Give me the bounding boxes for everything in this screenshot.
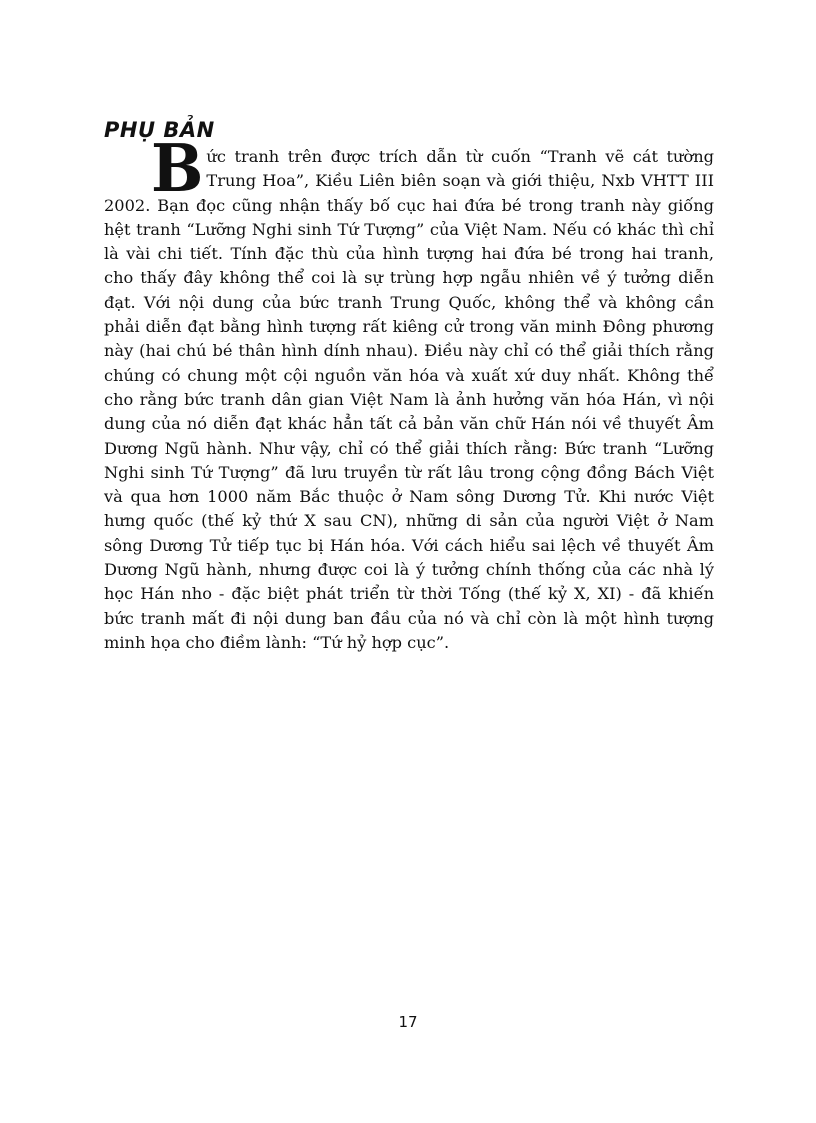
paragraph-text: ức tranh trên được trích dẫn từ cuốn “Tranh vẽ cát tường Trung Hoa”, Kiều Liên biên soạn và giới thiệu, Nxb VHTT III 2002. Bạn đọc cũng nhận thấy bố cục hai đứa bé trong tranh này giống hệt tranh “Lưỡng Nghi sinh Tứ Tượng” của Việt Nam. Nếu có khác thì chỉ là vài chi tiết. Tính đặc thù của hình tượng hai đứa bé trong hai tranh, cho thấy đây không thể coi là sự trùng hợp ngẫu nhiên về ý tưởng diễn đạt. Với nội dung của bức tranh Trung Quốc, không thể và không cần phải diễn đạt bằng hình tượng rất kiêng cử trong văn minh Đông phương này (hai chú bé thân hình dính nhau). Điều này chỉ có thể giải thích rằng chúng có chung một cội nguồn văn hóa và xuất xứ duy nhất. Không thể cho rằng bức tranh dân gian Việt Nam là ảnh hưởng văn hóa Hán, vì nội dung của nó diễn đạt khác hẳn tất cả bản văn chữ Hán nói về thuyết Âm Dương Ngũ hành. Như vậy, chỉ có thể giải thích rằng: Bức tranh “Lưỡng Nghi sinh Tứ Tượng” đã lưu truyền từ rất lâu trong cộng đồng Bách Việt và qua hơn 1000 năm Bắc thuộc ở Nam sông Dương Tử. Khi nước Việt hưng quốc (thế kỷ thứ X sau CN), những di sản của người Việt ở Nam sông Dương Tử tiếp tục bị Hán hóa. Với cách hiểu sai lệch về thuyết Âm Dương Ngũ hành, nhưng được coi là ý tưởng chính thống của các nhà lý học Hán nho - đặc biệt phát triển từ thời Tống (thế kỷ X, XI) - đã khiến bức tranh mất đi nội dung ban đầu của nó và chỉ còn là một hình tượng minh họa cho điềm lành: “Tứ hỷ hợp cục”. — [104, 147, 714, 652]
page-number: 17 — [398, 1013, 418, 1031]
section-heading: PHỤ BẢN — [104, 118, 215, 142]
drop-cap-letter: B — [151, 130, 204, 207]
